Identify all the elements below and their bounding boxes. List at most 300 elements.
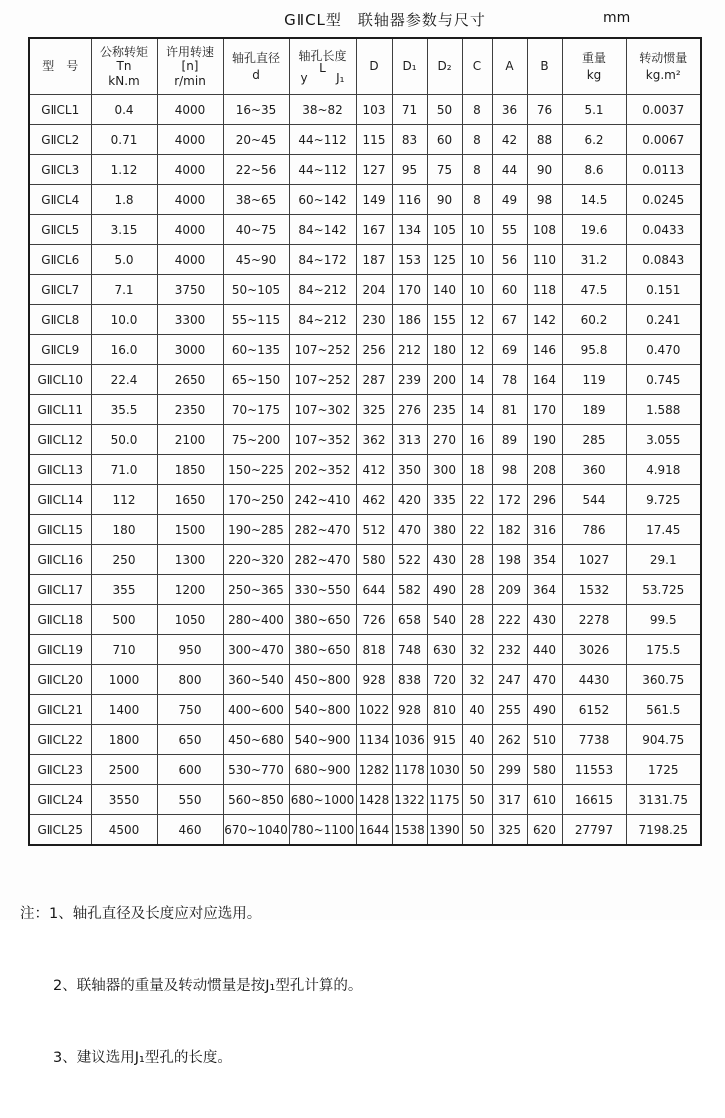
table-row (29, 575, 701, 605)
value-cell: 189 (562, 395, 626, 425)
table-row (29, 185, 701, 215)
model-cell: GⅡCL4 (29, 185, 91, 215)
value-cell: 220~320 (223, 545, 289, 575)
value-cell: 53.725 (626, 575, 701, 605)
value-cell: 115 (356, 125, 392, 155)
value-cell: 98 (527, 185, 562, 215)
value-cell: 134 (392, 215, 427, 245)
value-cell: 1.12 (91, 155, 157, 185)
value-cell: 620 (527, 815, 562, 846)
value-cell: 190 (527, 425, 562, 455)
table-row (29, 545, 701, 575)
value-cell: 60~142 (289, 185, 356, 215)
note-line-2: 2、联轴器的重量及转动惯量是按J₁型孔计算的。 (53, 978, 363, 994)
value-cell: 360 (562, 455, 626, 485)
table-row (29, 455, 701, 485)
value-cell: 500 (91, 605, 157, 635)
table-row (29, 635, 701, 665)
value-cell: 76 (527, 95, 562, 125)
value-cell: 450~680 (223, 725, 289, 755)
value-cell: 35.5 (91, 395, 157, 425)
value-cell: 146 (527, 335, 562, 365)
value-cell: 38~82 (289, 95, 356, 125)
model-cell: GⅡCL20 (29, 665, 91, 695)
value-cell: 110 (527, 245, 562, 275)
value-cell: 460 (157, 815, 223, 846)
value-cell: 17.45 (626, 515, 701, 545)
value-cell: 1500 (157, 515, 223, 545)
value-cell: 3131.75 (626, 785, 701, 815)
header-bore-length-symbol: L (319, 61, 326, 76)
value-cell: 32 (462, 665, 492, 695)
value-cell: 2350 (157, 395, 223, 425)
value-cell: 16 (462, 425, 492, 455)
value-cell: 522 (392, 545, 427, 575)
header-model: 型 号 (29, 38, 91, 95)
value-cell: 10 (462, 275, 492, 305)
value-cell: 50~105 (223, 275, 289, 305)
value-cell: 1027 (562, 545, 626, 575)
header-D: D (356, 38, 392, 95)
value-cell: 4000 (157, 155, 223, 185)
header-bore-diameter (223, 38, 289, 95)
value-cell: 3300 (157, 305, 223, 335)
value-cell: 270 (427, 425, 462, 455)
value-cell: 112 (91, 485, 157, 515)
value-cell: 22 (462, 485, 492, 515)
value-cell: 170~250 (223, 485, 289, 515)
table-row (29, 395, 701, 425)
value-cell: 7198.25 (626, 815, 701, 846)
header-D1: D₁ (392, 38, 427, 95)
value-cell: 2650 (157, 365, 223, 395)
table-row (29, 485, 701, 515)
value-cell: 40 (462, 725, 492, 755)
value-cell: 95 (392, 155, 427, 185)
value-cell: 530~770 (223, 755, 289, 785)
value-cell: 276 (392, 395, 427, 425)
header-bore-diameter-cn: 轴孔直径 (231, 50, 280, 65)
value-cell: 1650 (157, 485, 223, 515)
value-cell: 14 (462, 395, 492, 425)
header-row (29, 38, 701, 95)
table-row (29, 515, 701, 545)
note-1-text: 1、轴孔直径及长度应对应选用。 (49, 906, 262, 922)
value-cell: 0.151 (626, 275, 701, 305)
value-cell: 118 (527, 275, 562, 305)
model-cell: GⅡCL15 (29, 515, 91, 545)
value-cell: 470 (392, 515, 427, 545)
value-cell: 287 (356, 365, 392, 395)
value-cell: 49 (492, 185, 527, 215)
value-cell: 119 (562, 365, 626, 395)
value-cell: 22 (462, 515, 492, 545)
value-cell: 202~352 (289, 455, 356, 485)
value-cell: 362 (356, 425, 392, 455)
value-cell: 84~142 (289, 215, 356, 245)
value-cell: 7.1 (91, 275, 157, 305)
value-cell: 950 (157, 635, 223, 665)
value-cell: 8.6 (562, 155, 626, 185)
note-line-1 (20, 902, 362, 926)
value-cell: 60 (492, 275, 527, 305)
value-cell: 380~650 (289, 635, 356, 665)
value-cell: 0.241 (626, 305, 701, 335)
value-cell: 88 (527, 125, 562, 155)
value-cell: 182 (492, 515, 527, 545)
value-cell: 1.588 (626, 395, 701, 425)
value-cell: 1532 (562, 575, 626, 605)
value-cell: 175.5 (626, 635, 701, 665)
header-bore-diameter-symbol: d (252, 68, 260, 82)
value-cell: 430 (527, 605, 562, 635)
value-cell: 45~90 (223, 245, 289, 275)
value-cell: 420 (392, 485, 427, 515)
value-cell: 38~65 (223, 185, 289, 215)
value-cell: 580 (527, 755, 562, 785)
value-cell: 335 (427, 485, 462, 515)
value-cell: 550 (157, 785, 223, 815)
model-cell: GⅡCL25 (29, 815, 91, 846)
value-cell: 247 (492, 665, 527, 695)
value-cell: 108 (527, 215, 562, 245)
value-cell: 0.0245 (626, 185, 701, 215)
model-cell: GⅡCL3 (29, 155, 91, 185)
value-cell: 89 (492, 425, 527, 455)
value-cell: 748 (392, 635, 427, 665)
value-cell: 2500 (91, 755, 157, 785)
value-cell: 209 (492, 575, 527, 605)
value-cell: 75~200 (223, 425, 289, 455)
value-cell: 4430 (562, 665, 626, 695)
value-cell: 125 (427, 245, 462, 275)
value-cell: 1322 (392, 785, 427, 815)
header-speed-unit: r/min (174, 73, 206, 88)
value-cell: 200 (427, 365, 462, 395)
table-row (29, 275, 701, 305)
model-cell: GⅡCL19 (29, 635, 91, 665)
value-cell: 0.71 (91, 125, 157, 155)
value-cell: 350 (392, 455, 427, 485)
table-row (29, 725, 701, 755)
value-cell: 1850 (157, 455, 223, 485)
value-cell: 650 (157, 725, 223, 755)
value-cell: 0.745 (626, 365, 701, 395)
value-cell: 6.2 (562, 125, 626, 155)
value-cell: 1200 (157, 575, 223, 605)
value-cell: 0.0433 (626, 215, 701, 245)
value-cell: 50 (462, 785, 492, 815)
value-cell: 4500 (91, 815, 157, 846)
value-cell: 490 (527, 695, 562, 725)
value-cell: 90 (427, 185, 462, 215)
value-cell: 0.0113 (626, 155, 701, 185)
value-cell: 186 (392, 305, 427, 335)
value-cell: 10 (462, 215, 492, 245)
value-cell: 107~302 (289, 395, 356, 425)
value-cell: 285 (562, 425, 626, 455)
value-cell: 430 (427, 545, 462, 575)
value-cell: 71 (392, 95, 427, 125)
model-cell: GⅡCL9 (29, 335, 91, 365)
value-cell: 412 (356, 455, 392, 485)
header-inertia-unit: kg.m² (645, 68, 681, 82)
value-cell: 22.4 (91, 365, 157, 395)
header-bore-length-y: y (300, 71, 308, 86)
value-cell: 510 (527, 725, 562, 755)
value-cell: 155 (427, 305, 462, 335)
value-cell: 208 (527, 455, 562, 485)
value-cell: 149 (356, 185, 392, 215)
value-cell: 313 (392, 425, 427, 455)
value-cell: 330~550 (289, 575, 356, 605)
value-cell: 1.8 (91, 185, 157, 215)
note-line-3: 3、建议选用J₁型孔的长度。 (53, 1050, 232, 1066)
value-cell: 69 (492, 335, 527, 365)
value-cell: 300 (427, 455, 462, 485)
value-cell: 198 (492, 545, 527, 575)
value-cell: 187 (356, 245, 392, 275)
value-cell: 180 (427, 335, 462, 365)
value-cell: 10.0 (91, 305, 157, 335)
value-cell: 810 (427, 695, 462, 725)
value-cell: 256 (356, 335, 392, 365)
model-cell: GⅡCL7 (29, 275, 91, 305)
value-cell: 2278 (562, 605, 626, 635)
value-cell: 644 (356, 575, 392, 605)
header-bore-length (289, 38, 356, 95)
model-cell: GⅡCL10 (29, 365, 91, 395)
value-cell: 28 (462, 605, 492, 635)
value-cell: 250 (91, 545, 157, 575)
value-cell: 1725 (626, 755, 701, 785)
value-cell: 7738 (562, 725, 626, 755)
value-cell: 1390 (427, 815, 462, 846)
value-cell: 50 (462, 755, 492, 785)
value-cell: 4000 (157, 95, 223, 125)
model-cell: GⅡCL24 (29, 785, 91, 815)
value-cell: 47.5 (562, 275, 626, 305)
value-cell: 40~75 (223, 215, 289, 245)
value-cell: 14 (462, 365, 492, 395)
value-cell: 262 (492, 725, 527, 755)
value-cell: 42 (492, 125, 527, 155)
value-cell: 818 (356, 635, 392, 665)
value-cell: 680~900 (289, 755, 356, 785)
value-cell: 560~850 (223, 785, 289, 815)
value-cell: 28 (462, 545, 492, 575)
value-cell: 1030 (427, 755, 462, 785)
value-cell: 1282 (356, 755, 392, 785)
value-cell: 838 (392, 665, 427, 695)
value-cell: 12 (462, 335, 492, 365)
value-cell: 78 (492, 365, 527, 395)
value-cell: 140 (427, 275, 462, 305)
value-cell: 512 (356, 515, 392, 545)
value-cell: 1644 (356, 815, 392, 846)
value-cell: 300~470 (223, 635, 289, 665)
header-bore-length-j1: J₁ (336, 71, 345, 86)
model-cell: GⅡCL8 (29, 305, 91, 335)
value-cell: 28 (462, 575, 492, 605)
page-title: GⅡCL型 联轴器参数与尺寸 (284, 11, 486, 29)
value-cell: 0.0067 (626, 125, 701, 155)
notes-block (20, 854, 362, 1118)
value-cell: 317 (492, 785, 527, 815)
value-cell: 81 (492, 395, 527, 425)
value-cell: 580 (356, 545, 392, 575)
header-A: A (492, 38, 527, 95)
value-cell: 36 (492, 95, 527, 125)
value-cell: 90 (527, 155, 562, 185)
value-cell: 490 (427, 575, 462, 605)
value-cell: 84~172 (289, 245, 356, 275)
model-cell: GⅡCL22 (29, 725, 91, 755)
value-cell: 561.5 (626, 695, 701, 725)
value-cell: 400~600 (223, 695, 289, 725)
value-cell: 8 (462, 125, 492, 155)
value-cell: 325 (356, 395, 392, 425)
value-cell: 280~400 (223, 605, 289, 635)
value-cell: 98 (492, 455, 527, 485)
header-inertia-cn: 转动惯量 (639, 50, 688, 65)
value-cell: 55~115 (223, 305, 289, 335)
value-cell: 19.6 (562, 215, 626, 245)
table-row (29, 305, 701, 335)
value-cell: 354 (527, 545, 562, 575)
value-cell: 107~252 (289, 335, 356, 365)
value-cell: 282~470 (289, 515, 356, 545)
value-cell: 1538 (392, 815, 427, 846)
header-D2: D₂ (427, 38, 462, 95)
value-cell: 3000 (157, 335, 223, 365)
value-cell: 540~900 (289, 725, 356, 755)
value-cell: 84~212 (289, 275, 356, 305)
value-cell: 12 (462, 305, 492, 335)
value-cell: 11553 (562, 755, 626, 785)
value-cell: 16615 (562, 785, 626, 815)
value-cell: 0.4 (91, 95, 157, 125)
value-cell: 1428 (356, 785, 392, 815)
value-cell: 55 (492, 215, 527, 245)
value-cell: 928 (356, 665, 392, 695)
value-cell: 222 (492, 605, 527, 635)
title-row (0, 6, 725, 36)
value-cell: 14.5 (562, 185, 626, 215)
value-cell: 44 (492, 155, 527, 185)
value-cell: 1400 (91, 695, 157, 725)
header-speed (157, 38, 223, 95)
header-weight-cn: 重量 (581, 50, 606, 65)
value-cell: 9.725 (626, 485, 701, 515)
header-torque-cn: 公称转矩 (99, 44, 148, 59)
value-cell: 164 (527, 365, 562, 395)
value-cell: 540~800 (289, 695, 356, 725)
value-cell: 29.1 (626, 545, 701, 575)
value-cell: 582 (392, 575, 427, 605)
value-cell: 670~1040 (223, 815, 289, 846)
model-cell: GⅡCL23 (29, 755, 91, 785)
value-cell: 299 (492, 755, 527, 785)
model-cell: GⅡCL14 (29, 485, 91, 515)
model-cell: GⅡCL21 (29, 695, 91, 725)
model-cell: GⅡCL11 (29, 395, 91, 425)
value-cell: 360~540 (223, 665, 289, 695)
value-cell: 710 (91, 635, 157, 665)
value-cell: 380 (427, 515, 462, 545)
value-cell: 4.918 (626, 455, 701, 485)
table-row (29, 815, 701, 846)
value-cell: 44~112 (289, 155, 356, 185)
value-cell: 60 (427, 125, 462, 155)
value-cell: 107~352 (289, 425, 356, 455)
table-row (29, 425, 701, 455)
value-cell: 544 (562, 485, 626, 515)
value-cell: 5.0 (91, 245, 157, 275)
table-row (29, 755, 701, 785)
value-cell: 610 (527, 785, 562, 815)
value-cell: 915 (427, 725, 462, 755)
header-B: B (527, 38, 562, 95)
value-cell: 282~470 (289, 545, 356, 575)
table-row (29, 95, 701, 125)
model-cell: GⅡCL6 (29, 245, 91, 275)
header-bore-length-cn: 轴孔长度 (298, 48, 347, 63)
value-cell: 8 (462, 95, 492, 125)
value-cell: 103 (356, 95, 392, 125)
value-cell: 1050 (157, 605, 223, 635)
value-cell: 360.75 (626, 665, 701, 695)
value-cell: 31.2 (562, 245, 626, 275)
unit-label: mm (603, 10, 631, 26)
value-cell: 904.75 (626, 725, 701, 755)
model-cell: GⅡCL1 (29, 95, 91, 125)
value-cell: 70~175 (223, 395, 289, 425)
value-cell: 3026 (562, 635, 626, 665)
value-cell: 1175 (427, 785, 462, 815)
header-weight-unit: kg (586, 68, 602, 82)
value-cell: 1022 (356, 695, 392, 725)
table-row (29, 245, 701, 275)
value-cell: 16.0 (91, 335, 157, 365)
value-cell: 470 (527, 665, 562, 695)
value-cell: 726 (356, 605, 392, 635)
value-cell: 60.2 (562, 305, 626, 335)
value-cell: 50 (462, 815, 492, 846)
value-cell: 3.055 (626, 425, 701, 455)
value-cell: 99.5 (626, 605, 701, 635)
value-cell: 325 (492, 815, 527, 846)
value-cell: 20~45 (223, 125, 289, 155)
value-cell: 84~212 (289, 305, 356, 335)
value-cell: 780~1100 (289, 815, 356, 846)
header-speed-cn: 许用转速 (165, 44, 214, 59)
value-cell: 250~365 (223, 575, 289, 605)
value-cell: 0.0843 (626, 245, 701, 275)
value-cell: 50.0 (91, 425, 157, 455)
value-cell: 364 (527, 575, 562, 605)
table-row (29, 785, 701, 815)
table-row (29, 125, 701, 155)
value-cell: 212 (392, 335, 427, 365)
value-cell: 150~225 (223, 455, 289, 485)
value-cell: 18 (462, 455, 492, 485)
value-cell: 1800 (91, 725, 157, 755)
header-speed-symbol: [n] (181, 59, 199, 74)
value-cell: 1000 (91, 665, 157, 695)
table-row (29, 665, 701, 695)
value-cell: 800 (157, 665, 223, 695)
